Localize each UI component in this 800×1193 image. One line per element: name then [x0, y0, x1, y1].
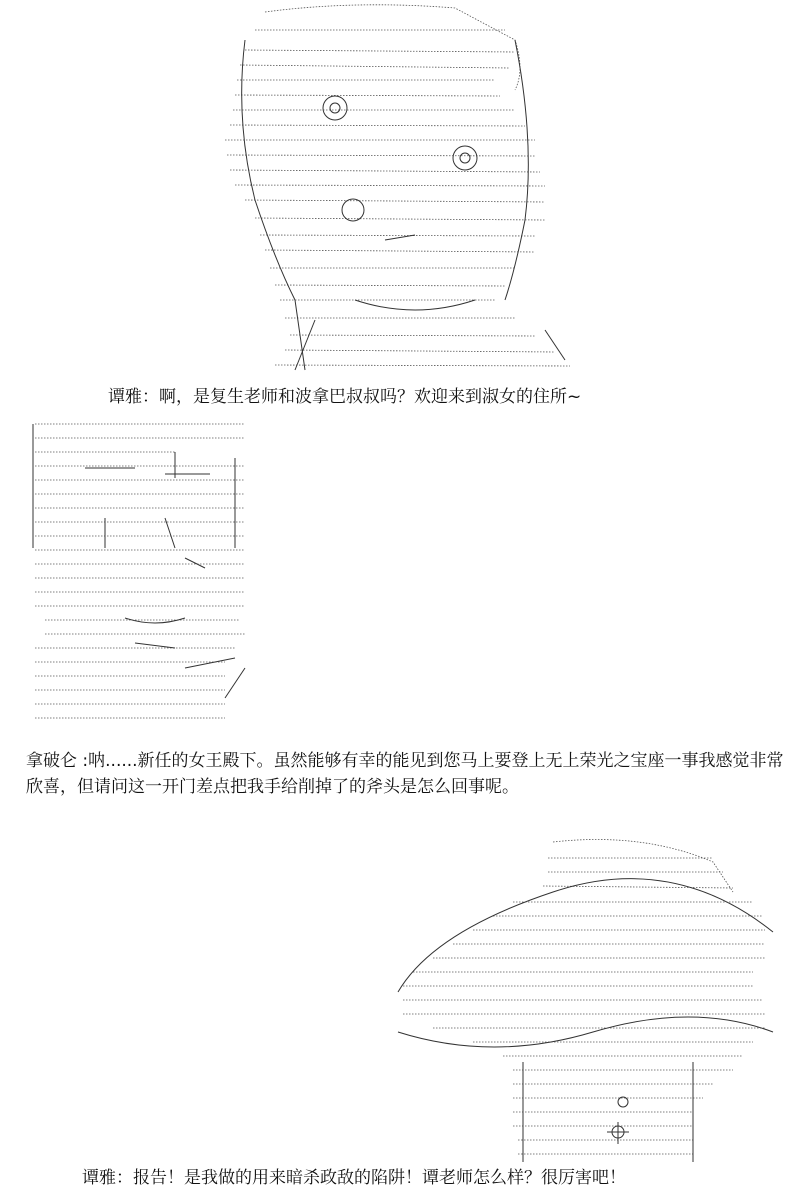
dialogue-line-tanya-1: 谭雅：啊，是复生老师和波拿巴叔叔吗？欢迎来到淑女的住所~ — [108, 387, 582, 407]
dialogue-line-napoleon: 拿破仑 :呐......新任的女王殿下。虽然能够有幸的能见到您马上要登上无上荣光之宝座一事我感觉非常欣喜，但请问这一开门差点把我手给削掉了的斧头是怎么回事呢。 — [26, 751, 784, 797]
ascii-art-tanya-hat — [393, 832, 775, 1162]
ascii-art-tanya-portrait — [215, 0, 575, 378]
dialogue-line-tanya-2: 谭雅：报告！是我做的用来暗杀政敌的陷阱！谭老师怎么样？很厉害吧！ — [82, 1168, 626, 1188]
ascii-art-napoleon-portrait — [25, 418, 265, 726]
